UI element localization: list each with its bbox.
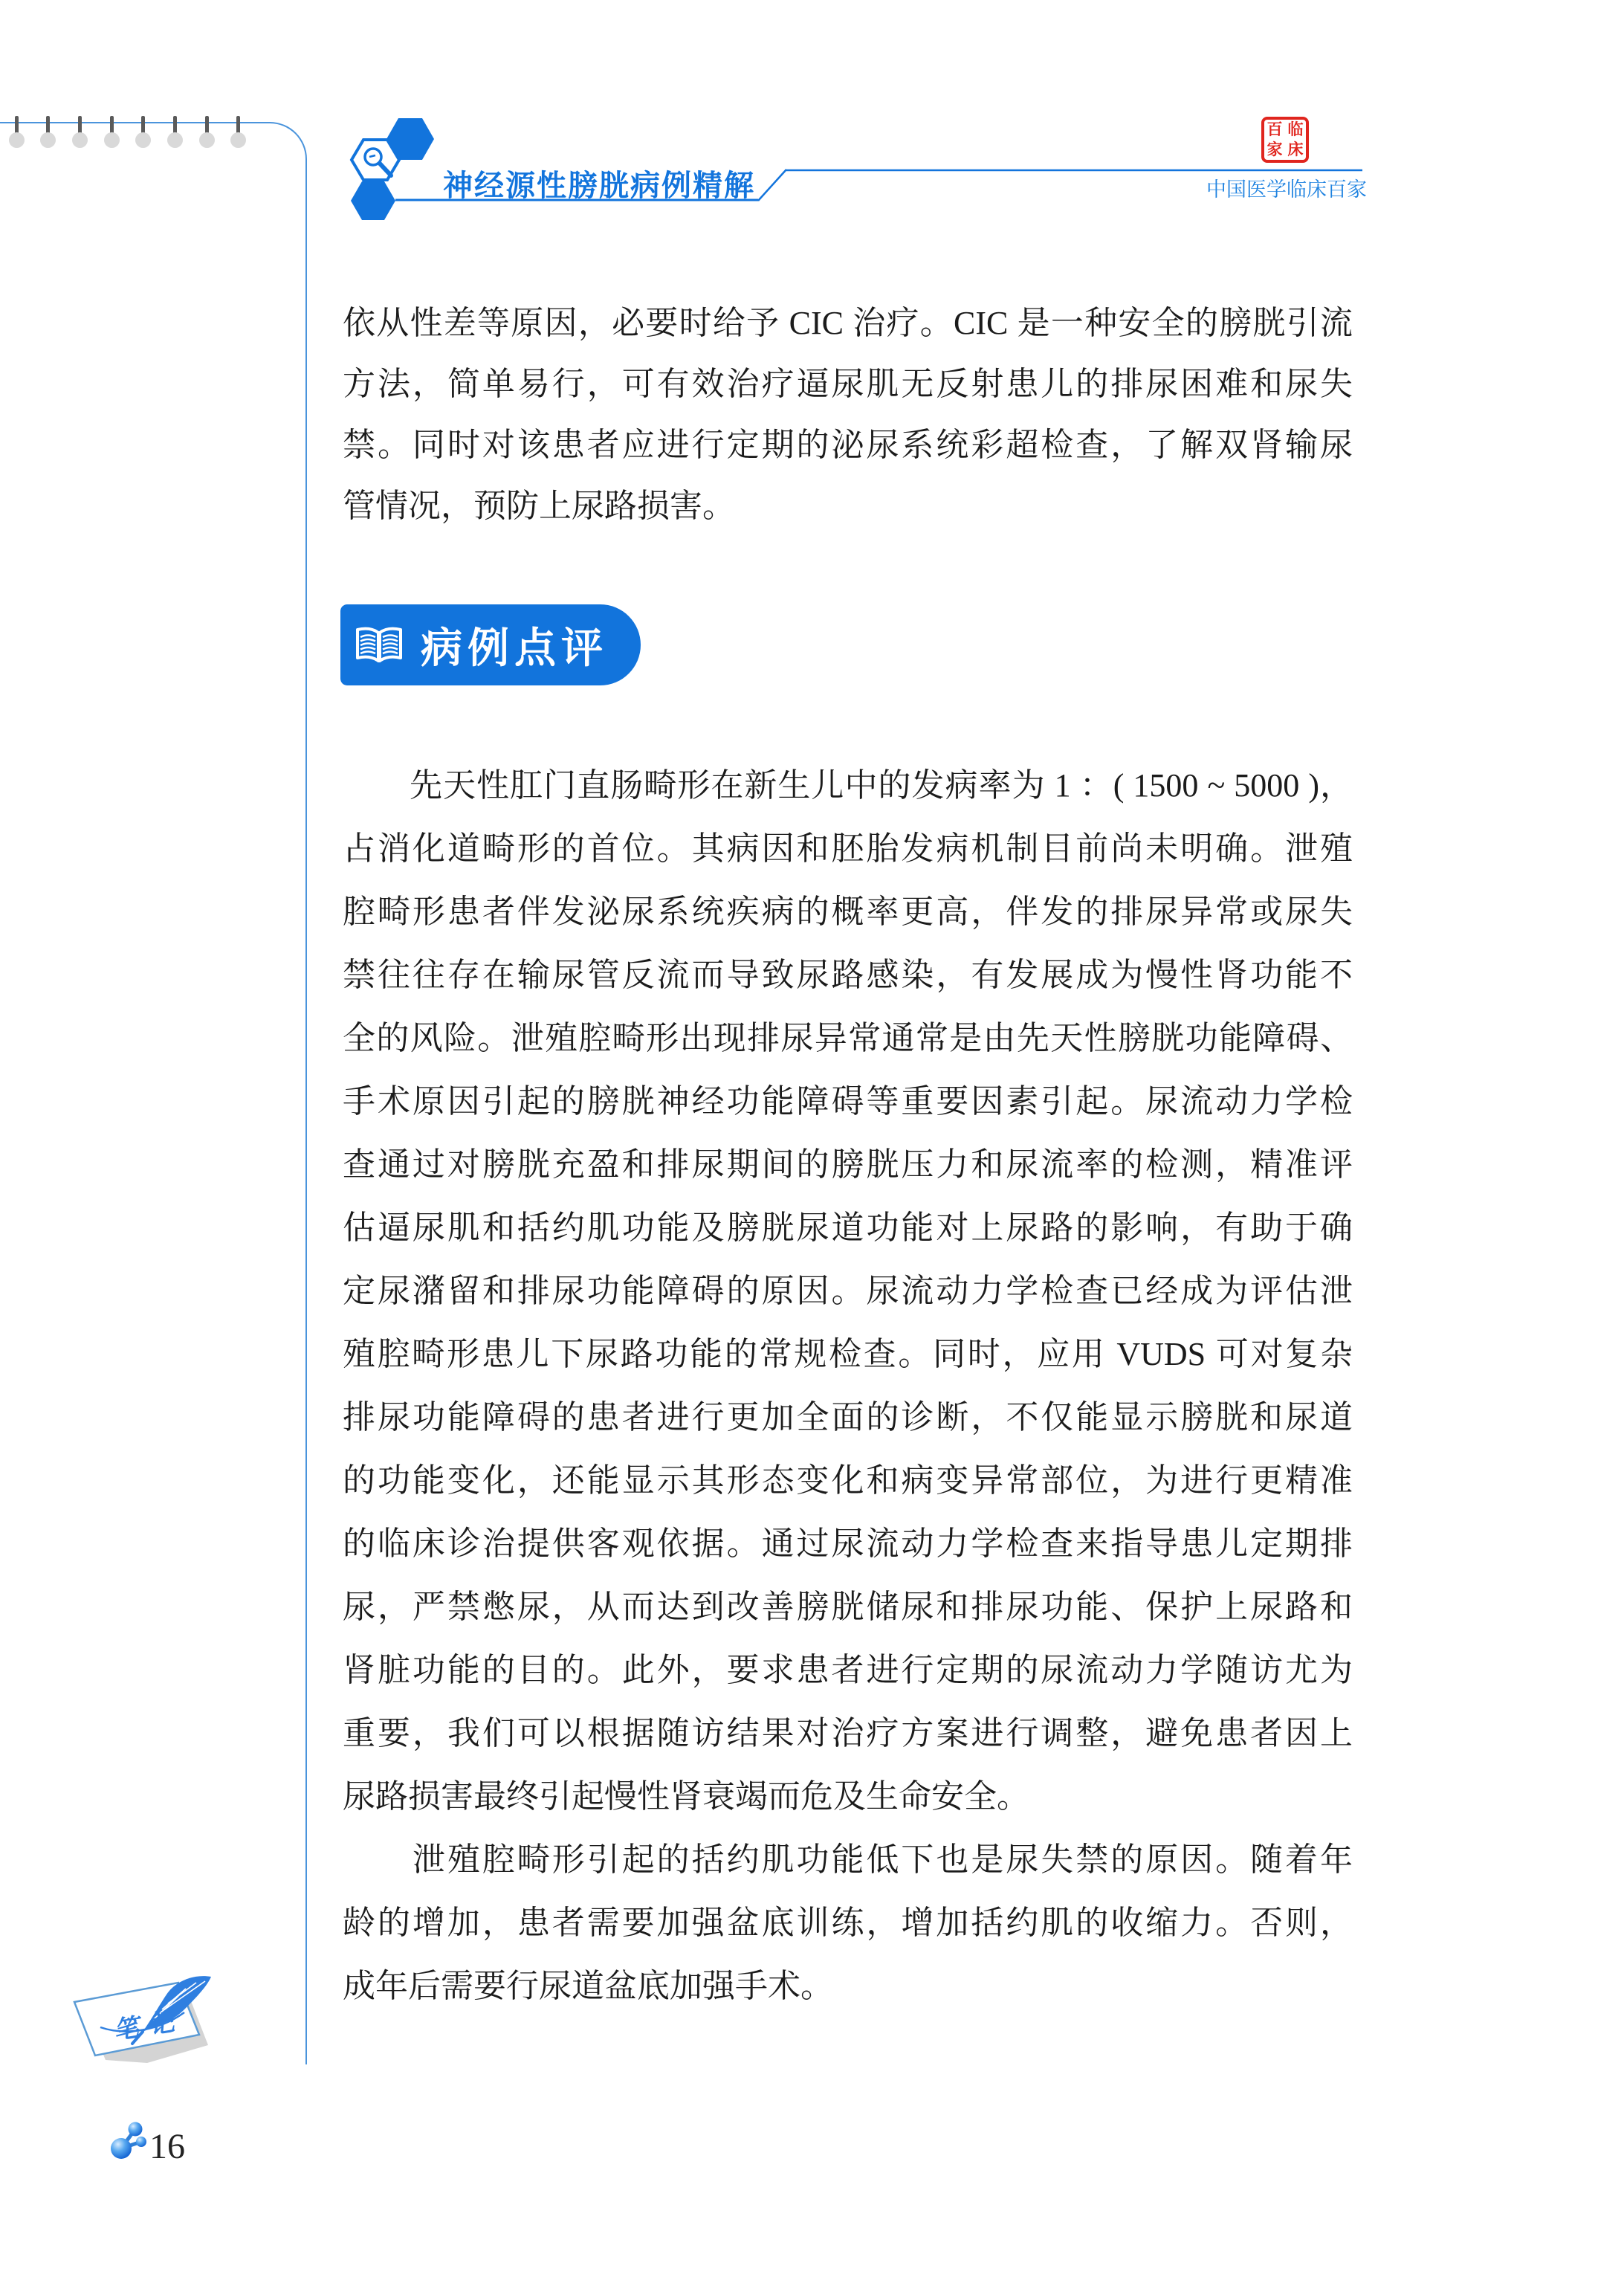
note-label: 笔记 <box>111 2005 187 2047</box>
header-decoration <box>0 104 1624 253</box>
text-line: 的功能变化，还能显示其形态变化和病变异常部位，为进行更精准 <box>343 1462 1353 1499</box>
continuation-paragraph <box>343 293 1353 537</box>
text-line: 先天性肛门直肠畸形在新生儿中的发病率为 1 ：( 1500 ~ 5000 )， <box>343 767 1353 804</box>
text-line: 腔畸形患者伴发泌尿系统疾病的概率更高，伴发的排尿异常或尿失 <box>343 894 1353 930</box>
text-line: 估逼尿肌和括约肌功能及膀胱尿道功能对上尿路的影响，有助于确 <box>343 1210 1353 1246</box>
text-line: 殖腔畸形患儿下尿路功能的常规检查。同时，应用 VUDS 可对复杂 <box>343 1336 1353 1372</box>
seal-char: 床 <box>1287 141 1304 158</box>
text-line: 成年后需要行尿道盆底加强手术。 <box>343 1968 833 2004</box>
text-line: 定尿潴留和排尿功能障碍的原因。尿流动力学检查已经成为评估泄 <box>343 1273 1353 1309</box>
section-badge <box>340 604 641 685</box>
hexagon-icon <box>351 181 395 220</box>
text-line: 泄殖腔畸形引起的括约肌功能低下也是尿失禁的原因。随着年 <box>343 1841 1353 1878</box>
seal-char: 家 <box>1266 141 1283 158</box>
molecule-icon <box>111 2122 146 2160</box>
text-line: 尿路损害最终引起慢性肾衰竭而危及生命安全。 <box>343 1778 1029 1815</box>
open-book-icon <box>351 626 407 665</box>
commentary-paragraph <box>343 754 1353 2018</box>
series-name: 中国医学临床百家 <box>1206 178 1367 201</box>
margin-rule-line <box>0 122 307 2064</box>
text-line: 管情况，预防上尿路损害。 <box>343 488 735 524</box>
publisher-seal <box>1261 117 1309 163</box>
text-line: 肾脏功能的目的。此外，要求患者进行定期的尿流动力学随访尤为 <box>343 1652 1353 1688</box>
section-badge-label: 病例点评 <box>421 624 608 671</box>
text-line: 查通过对膀胱充盈和排尿期间的膀胱压力和尿流率的检测，精准评 <box>343 1146 1353 1183</box>
text-line: 方法，简单易行，可有效治疗逼尿肌无反射患儿的排尿困难和尿失 <box>343 366 1353 402</box>
seal-char: 百 <box>1266 120 1283 138</box>
text-line: 占消化道畸形的首位。其病因和胚胎发病机制目前尚未明确。泄殖 <box>343 830 1353 867</box>
book-title: 神经源性膀胱病例精解 <box>443 169 755 202</box>
text-line: 手术原因引起的膀胱神经功能障碍等重要因素引起。尿流动力学检 <box>343 1083 1353 1120</box>
text-line: 禁往往存在输尿管反流而导致尿路感染，有发展成为慢性肾功能不 <box>343 957 1353 993</box>
text-line: 龄的增加，患者需要加强盆底训练，增加括约肌的收缩力。否则， <box>343 1905 1353 1941</box>
page-number: 16 <box>149 2127 185 2166</box>
text-line: 尿，严禁憋尿，从而达到改善膀胱储尿和排尿功能、保护上尿路和 <box>343 1589 1353 1625</box>
text-line: 重要，我们可以根据随访结果对治疗方案进行调整，避免患者因上 <box>343 1715 1353 1751</box>
text-line: 排尿功能障碍的患者进行更加全面的诊断，不仅能显示膀胱和尿道 <box>343 1399 1353 1436</box>
text-line: 的临床诊治提供客观依据。通过尿流动力学检查来指导患儿定期排 <box>343 1525 1353 1562</box>
text-line: 禁。同时对该患者应进行定期的泌尿系统彩超检查，了解双肾输尿 <box>343 427 1353 463</box>
seal-char: 临 <box>1287 120 1304 138</box>
text-line: 依从性差等原因，必要时给予 CIC 治疗。CIC 是一种安全的膀胱引流 <box>343 305 1353 341</box>
text-line: 全的风险。泄殖腔畸形出现排尿异常通常是由先天性膀胱功能障碍、 <box>343 1020 1353 1056</box>
